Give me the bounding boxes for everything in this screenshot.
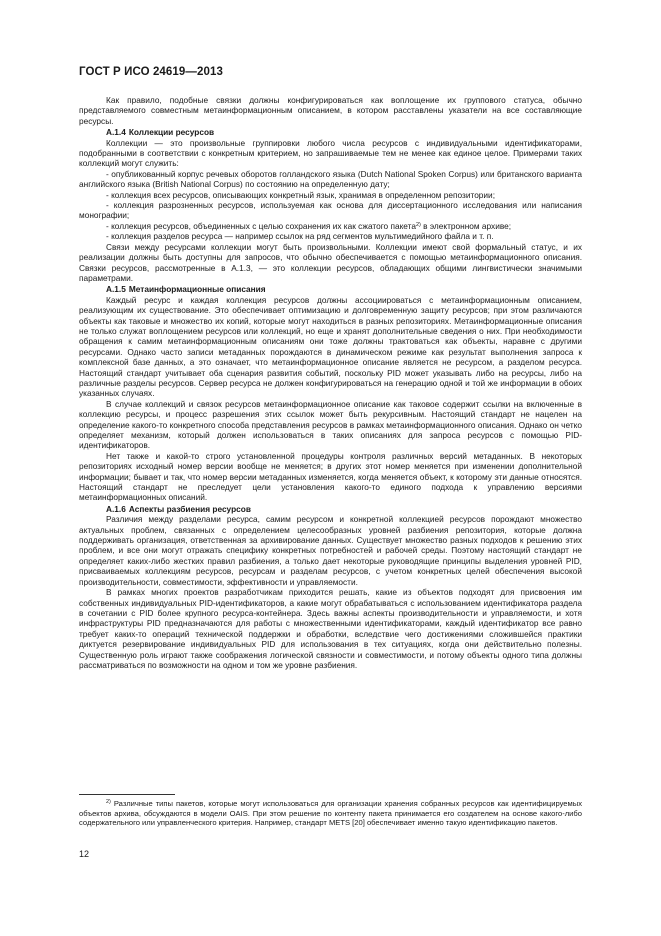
section-title: Метаинформационные описания <box>128 284 266 295</box>
list-item-text: в электронном архиве; <box>420 220 512 231</box>
list-item: - опубликованный корпус речевых оборотов голландского языка (Dutch National Spoken Corpus) или британского варианта английского языка (British National Corpus) по состоянию на определенную дату; <box>79 168 582 190</box>
footnote-reference[interactable]: 2) <box>415 221 421 228</box>
footnote-text <box>79 799 582 828</box>
list-item-text: - коллекция ресурсов, объединенных с целью сохранения их как сжатого пакета <box>106 220 416 231</box>
main-text <box>79 95 582 670</box>
paragraph: Связи между ресурсами коллекции могут быть произвольными. Коллекции имеют свой формальный статус, и их реализации должны быть доступны для запросов, что обычно обеспечивается с помощью метаинформационного описания. Связки ресурсов, рассмотренные в А.1.3, — это коллекции ресурсов, обладающих общими лингвистически значимыми параметрами. <box>79 241 582 283</box>
paragraph: Различия между разделами ресурса, самим ресурсом и конкретной коллекцией ресурсов порождают множество актуальных проблем, связанных с определением целесообразных уровней разбиения репозитория, которые должна поддерживать организация, ответственная за архивирование данных. Существует множество разных подходов к решению этих проблем, и все они могут отражать специфику конкретных потребностей и рабочей среды. Поэтому настоящий стандарт не определяет каких-либо жестких правил разбиения, а только дает некоторые руководящие принципы выделения уровней PID, присваиваемых коллекциям ресурсов, ресурсам и разделам ресурсов, с учетом конкретных целей обеспечения высокой производительности, совместимости, эффективности и управляемости. <box>79 514 582 587</box>
section-title: Аспекты разбиения ресурсов <box>128 503 251 514</box>
section-heading-a15 <box>79 284 582 294</box>
paragraph: Коллекции — это произвольные группировки любого числа ресурсов с индивидуальными идентификаторами, подобранными в соответствии с конкретным критерием, но запрашиваемые тем не менее как единое целое. Примерами таких коллекций могут служить: <box>79 137 582 169</box>
page-number: 12 <box>79 849 90 859</box>
paragraph: Каждый ресурс и каждая коллекция ресурсов должны ассоциироваться с метаинформационным описанием, реализующим их существование. Это обеспечивает оптимизацию и долговременную защиту ресурсов; при этом различаются объекты как таковые и множество их копий, которые могут находиться в разных репозиториях. Метаинформационные описания не только служат воплощением ресурсов или коллекций, но еще и хранят дополнительные сведения о них. При необходимости обращения к самим метаинформационным описаниям они тоже должны трактоваться как объекты, наравне с другими ресурсами. Однако часто записи метаданных порождаются в динамическом режиме как результат выполнения запроса к комплексной базе данных, а это означает, что метаинформационное описание является не ресурсом, а разделом ресурса. Настоящий стандарт учитывает оба сценария развития событий, поскольку PID может указывать либо на ресурсы, либо на различные разделы ресурсов. Сервер ресурса не должен конфигурироваться на генерацию одной и той же информации в обоих указанных случаях. <box>79 294 582 399</box>
paragraph: В случае коллекций и связок ресурсов метаинформационное описание как таковое содержит ссылки на включенные в коллекцию ресурсы, и процесс разрешения этих ссылок может быть рекурсивным. Настоящий стандарт не нацелен на определение какого-то конкретного способа представления ресурсов в рамках метаинформационного описания. Однако он четко определяет механизм, который должен использоваться в таких описаниях для запроса ресурсов с помощью PID-идентификаторов. <box>79 398 582 451</box>
section-heading-a14 <box>79 127 582 137</box>
list-item: - коллекция разрозненных ресурсов, используемая как основа для диссертационного исследования или написания монографии; <box>79 200 582 221</box>
section-number: А.1.6 <box>106 503 126 514</box>
footnote-divider <box>79 794 175 795</box>
list-item <box>79 221 582 231</box>
page-header-title: ГОСТ Р ИСО 24619—2013 <box>79 66 224 78</box>
section-number: А.1.5 <box>106 284 126 295</box>
section-number: А.1.4 <box>106 127 126 138</box>
list-item: - коллекция разделов ресурса — например ссылок на ряд сегментов мультимедийного файла и т. п. <box>106 231 494 242</box>
paragraph: Как правило, подобные связки должны конфигурироваться как воплощение их группового статуса, обычно представляемого совместным метаинформационным описанием, в котором расставлены указатели на все составляющие ресурсы. <box>79 95 582 126</box>
section-title: Коллекции ресурсов <box>128 127 215 138</box>
footnote-marker: 2) <box>106 799 111 805</box>
footnote-body: Различные типы пакетов, которые могут использоваться для организации хранения собранных ресурсов как идентифицируемых объектов архива, обсуждаются в модели OAIS. При этом решение по контенту пакета принимается его создателем на основе какого-либо содержательного или управленческого критерия. Например, стандарт METS [20] обеспечивает именно такую идентификацию пакетов. <box>79 799 582 828</box>
list-item: - коллекция всех ресурсов, описывающих конкретный язык, хранимая в определенном репозитории; <box>106 189 496 200</box>
section-heading-a16 <box>79 504 582 514</box>
footnote <box>79 799 582 828</box>
paragraph: В рамках многих проектов разработчикам приходится решать, какие из объектов подходят для присвоения им собственных индивидуальных PID-идентификаторов, а какие могут обрабатываться с использованием идентификатора раздела в сочетании с PID более крупного ресурса-контейнера. Здесь важны аспекты производительности и управляемости, и хотя инфраструктуры PID предназначаются для работы с множественными идентификаторами, каждый идентификатор все равно требует каких-то операций технической поддержки и обработки, вследствие чего достижениями сложившейся практики диктуется резервирование индивидуальных PID для использования в тех ситуациях, когда они действительно полезны. Существенную роль играют также соображения логической связности и совместимости, и потому объекты одного типа должны рассматриваться по возможности на одном и том же уровне разбиения. <box>79 587 582 670</box>
paragraph: Нет также и какой-то строго установленной процедуры контроля различных версий метаданных. В некоторых репозиториях исходный номер версии вообще не меняется; в других этот номер меняется при изменении дополнительной информации; бывает и так, что номер версии метаданных изменяется, когда меняется объект, к которому эти данные относятся. Настоящий стандарт не преследует цели установления какого-то единого подхода к управлению версиями метаинформационных описаний. <box>79 450 582 503</box>
